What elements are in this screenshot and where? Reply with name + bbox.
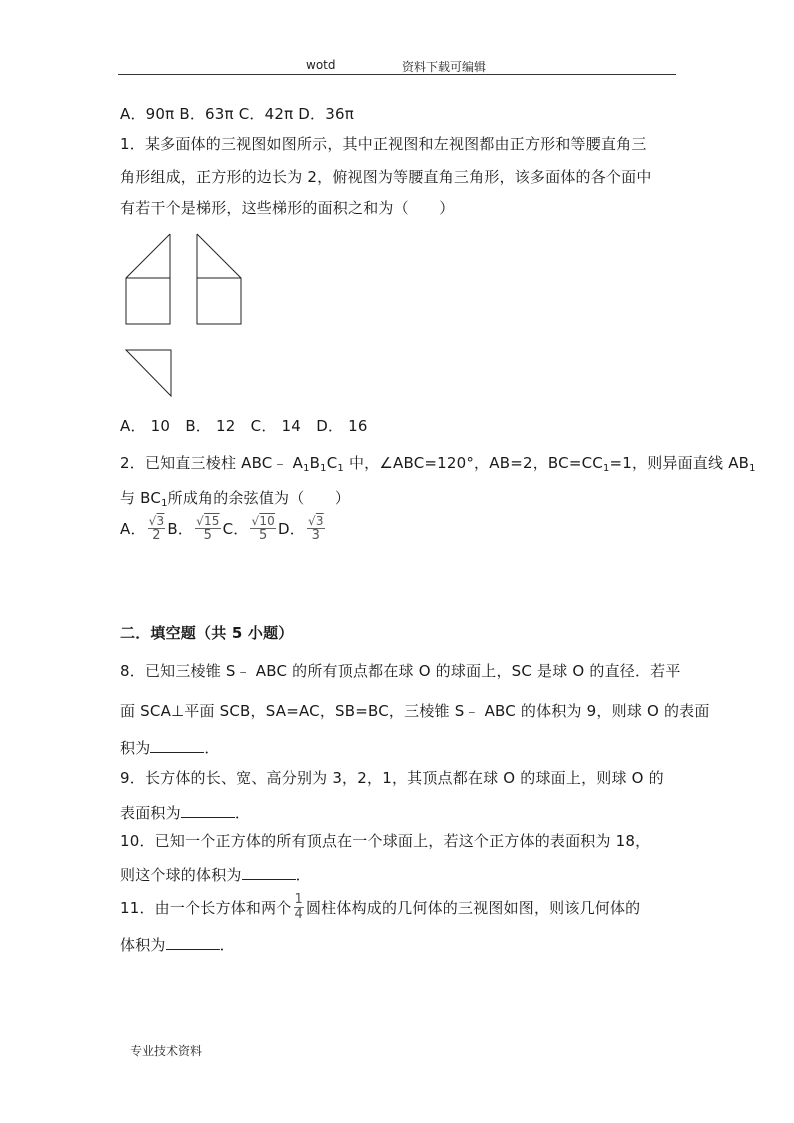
- header-right: 资料下载可编辑: [402, 60, 487, 74]
- q1-line2: 角形组成，正方形的边长为 2，俯视图为等腰直角三角形，该多面体的各个面中: [120, 168, 652, 186]
- fraction-c: $\frac{√10}{5}$: [251, 514, 276, 543]
- q1-line3: 有若干个是梯形，这些梯形的面积之和为（ ）: [120, 199, 455, 217]
- q9-line2: 表面积为 ．: [120, 804, 251, 822]
- answer-blank: [242, 867, 296, 880]
- section-title: 二．填空题（共 5 小题）: [120, 624, 294, 642]
- q0-options: A．90π B．63π C．42π D．36π: [120, 105, 354, 123]
- q11-line2: 体积为 ．: [120, 936, 235, 954]
- header-left: wotd: [306, 58, 336, 72]
- three-view-figure: [118, 228, 248, 398]
- answer-blank: [166, 937, 220, 950]
- top-view: [126, 350, 171, 396]
- q10-line2: 则这个球的体积为 ．: [120, 866, 311, 884]
- q8-line3: 积为 ．: [120, 739, 220, 757]
- q2-line2: 与 $BC_1$所成角的余弦值为（ ）: [120, 489, 351, 509]
- q2-line1: 2．已知直三棱柱 ABC﹣ $A_1B_1C_1$ 中，∠ABC=120°，AB=2，$BC=CC_1=1$，则异面直线 $AB_1$: [120, 454, 756, 474]
- fraction-d: $\frac{√3}{3}$: [307, 514, 324, 543]
- footer-text: 专业技术资料: [130, 1044, 203, 1058]
- q2-options: A． $\frac{√3}{2}$ B． $\frac{√15}{5}$ C． $\frac{√10}{5}$ D． $\frac{√3}{3}$: [120, 514, 324, 543]
- answer-blank: [181, 805, 235, 818]
- front-view: [126, 234, 170, 324]
- q10-line1: 10．已知一个正方体的所有顶点在一个球面上，若这个正方体的表面积为 18，: [120, 832, 651, 850]
- q11-line1: 11．由一个长方体和两个 $\frac{1}{4}$ 圆柱体构成的几何体的三视图如图，则该几何体的: [120, 892, 641, 922]
- q1-options: A． 10 B． 12 C． 14 D． 16: [120, 417, 368, 435]
- fraction-quarter: $\frac{1}{4}$: [294, 892, 303, 922]
- q8-line2: 面 SCA⊥平面 SCB，SA=AC，SB=BC，三棱锥 S﹣ ABC 的体积为 9，则球 O 的表面: [120, 702, 710, 720]
- side-view: [197, 234, 241, 324]
- answer-blank: [150, 740, 204, 753]
- fraction-a: $\frac{√3}{2}$: [148, 514, 165, 543]
- q9-line1: 9．长方体的长、宽、高分别为 3，2，1，其顶点都在球 O 的球面上，则球 O 的: [120, 769, 664, 787]
- fraction-b: $\frac{√15}{5}$: [196, 514, 220, 543]
- q1-line1: 1．某多面体的三视图如图所示，其中正视图和左视图都由正方形和等腰直角三: [120, 135, 647, 153]
- q8-line1: 8．已知三棱锥 S﹣ ABC 的所有顶点都在球 O 的球面上，SC 是球 O 的直径．若平: [120, 662, 681, 680]
- header-rule: [118, 74, 676, 75]
